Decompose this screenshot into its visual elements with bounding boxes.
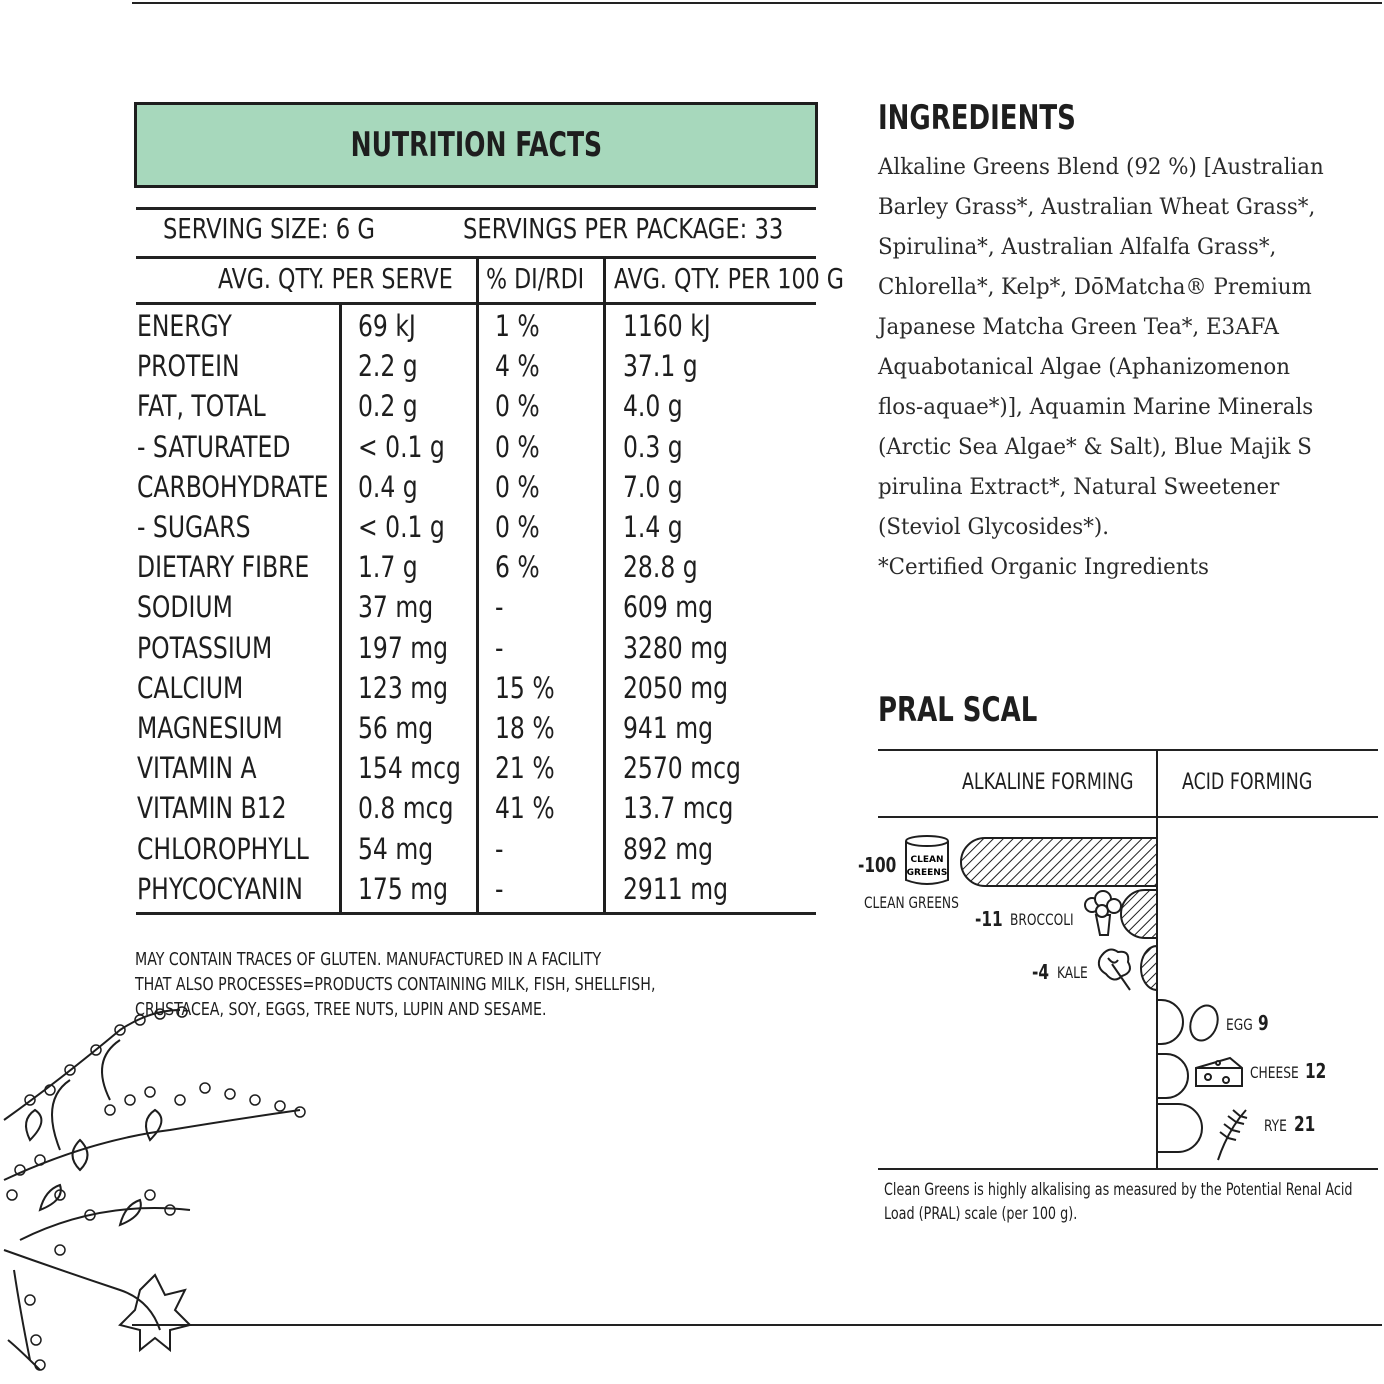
- can-label-top: CLEAN: [910, 855, 944, 865]
- nutrient-name: - SATURATED: [137, 429, 291, 464]
- nutrient-name: CALCIUM: [137, 670, 244, 705]
- percent-di: 0 %: [495, 469, 540, 504]
- qty-per-serve: 175 mg: [358, 871, 449, 906]
- pral-value: -4: [1032, 960, 1049, 984]
- flower-bud: [165, 1205, 175, 1215]
- acid-forming-label: ACID FORMING: [1182, 770, 1313, 795]
- column-header-per-100g: AVG. QTY. PER 100 G: [614, 262, 844, 295]
- flower-bud: [145, 1087, 155, 1097]
- qty-per-100g: 941 mg: [623, 711, 714, 745]
- ingredient-line: Chlorella*, Kelp*, DōMatcha® Premium: [878, 275, 1312, 300]
- allergen-line: THAT ALSO PROCESSES=PRODUCTS CONTAINING MILK, FISH, SHELLFISH,: [135, 975, 656, 995]
- nutrient-name: - SUGARS: [137, 510, 251, 544]
- nutrient-name: ENERGY: [137, 309, 232, 343]
- ingredient-line: Barley Grass*, Australian Wheat Grass*,: [878, 195, 1316, 220]
- pral-note-line: Clean Greens is highly alkalising as measured by the Potential Renal Acid: [884, 1180, 1353, 1199]
- flower-bud: [250, 1095, 260, 1105]
- pral-bar: [961, 838, 1157, 886]
- pral-value: 12: [1305, 1059, 1327, 1083]
- pral-value: 9: [1258, 1011, 1269, 1035]
- percent-di: 15 %: [495, 670, 555, 705]
- qty-per-100g: 2911 mg: [623, 871, 728, 906]
- cheese-icon: [1196, 1058, 1242, 1086]
- ingredient-line: (Arctic Sea Algae* & Salt), Blue Majik S: [878, 435, 1312, 460]
- ingredient-line: pirulina Extract*, Natural Sweetener: [878, 475, 1280, 500]
- ingredient-line: Alkaline Greens Blend (92 %) [Australian: [878, 155, 1324, 180]
- pral-item-label: CLEAN GREENS: [864, 893, 959, 912]
- nutrient-name: POTASSIUM: [137, 630, 273, 665]
- pral-bar: [1157, 1104, 1202, 1152]
- pral-bar: [1121, 890, 1157, 938]
- nutrient-name: VITAMIN A: [137, 751, 257, 786]
- ingredient-line: Aquabotanical Algae (Aphanizomenon: [878, 355, 1290, 380]
- column-header-per-serve: AVG. QTY. PER SERVE: [218, 262, 453, 295]
- kale-icon: [1099, 950, 1130, 990]
- qty-per-serve: 2.2 g: [358, 349, 418, 384]
- pral-value: -100: [858, 853, 897, 877]
- qty-per-100g: 4.0 g: [623, 389, 683, 424]
- allergen-line: MAY CONTAIN TRACES OF GLUTEN. MANUFACTURED IN A FACILITY: [135, 950, 602, 970]
- qty-per-100g: 28.8 g: [623, 550, 698, 585]
- nutrient-name: PROTEIN: [137, 349, 240, 384]
- qty-per-serve: < 0.1 g: [358, 510, 445, 544]
- qty-per-100g: 7.0 g: [623, 469, 683, 504]
- pral-bar: [1141, 946, 1157, 990]
- ingredient-line: Spirulina*, Australian Alfalfa Grass*,: [878, 235, 1277, 260]
- clean-greens-can-icon: [906, 836, 948, 884]
- qty-per-100g: 1.4 g: [623, 510, 683, 544]
- ingredients-title: INGREDIENTS: [878, 98, 1076, 138]
- percent-di: 21 %: [495, 751, 555, 786]
- flower-bud: [35, 1360, 45, 1370]
- egg-icon: [1186, 1002, 1223, 1045]
- can-label-bottom: GREENS: [906, 868, 948, 878]
- percent-di: 0 %: [495, 429, 540, 464]
- pral-bar: [1157, 1054, 1188, 1098]
- nutrition-title: NUTRITION FACTS: [350, 125, 602, 165]
- percent-di: 18 %: [495, 711, 555, 745]
- pral-item-label: RYE: [1264, 1116, 1287, 1135]
- qty-per-serve: 154 mcg: [358, 751, 461, 786]
- pral-note: [884, 1178, 1384, 1226]
- flower-bud: [175, 1095, 185, 1105]
- flower-bud: [177, 1007, 187, 1017]
- percent-di: 1 %: [495, 309, 540, 343]
- nutrient-name: MAGNESIUM: [137, 711, 283, 745]
- flower-bud: [225, 1089, 235, 1099]
- qty-per-serve: 0.2 g: [358, 389, 418, 424]
- nutrient-name: PHYCOCYANIN: [137, 871, 303, 906]
- nutrient-name: VITAMIN B12: [137, 791, 287, 826]
- rye-icon: [1218, 1110, 1247, 1160]
- nutrient-name: DIETARY FIBRE: [137, 550, 310, 585]
- pral-item-label: BROCCOLI: [1010, 910, 1074, 929]
- column-header-di: % DI/RDI: [486, 262, 585, 295]
- pral-note-line: Load (PRAL) scale (per 100 g).: [884, 1204, 1078, 1223]
- pral-item-label: CHEESE: [1250, 1063, 1299, 1082]
- ingredient-line: Japanese Matcha Green Tea*, E3AFA: [878, 315, 1279, 340]
- qty-per-100g: 2050 mg: [623, 670, 728, 705]
- pral-item-label: EGG: [1226, 1015, 1253, 1034]
- flower-bud: [25, 1295, 35, 1305]
- allergen-line: CRUSTACEA, SOY, EGGS, TREE NUTS, LUPIN AND SESAME.: [135, 1000, 547, 1020]
- qty-per-serve: 197 mg: [358, 630, 449, 665]
- qty-per-serve: < 0.1 g: [358, 429, 445, 464]
- pral-item-label: KALE: [1057, 963, 1088, 982]
- percent-di: -: [495, 630, 504, 665]
- pral-title: PRAL SCAL: [878, 690, 1038, 730]
- flower-bud: [275, 1101, 285, 1111]
- ingredient-line: (Steviol Glycosides*).: [878, 515, 1110, 540]
- serving-size: SERVING SIZE: 6 G: [163, 212, 375, 245]
- ingredient-line: flos-aquae*)], Aquamin Marine Minerals: [878, 395, 1314, 420]
- flower-bud: [31, 1335, 41, 1345]
- qty-per-serve: 56 mg: [358, 711, 434, 745]
- flower-bud: [295, 1107, 305, 1117]
- nutrient-name: SODIUM: [137, 590, 233, 625]
- pral-value: 21: [1294, 1112, 1316, 1136]
- percent-di: 4 %: [495, 349, 540, 384]
- ingredient-line: *Certified Organic Ingredients: [878, 555, 1209, 580]
- flower-bud: [125, 1095, 135, 1105]
- nutrient-name: CHLOROPHYLL: [137, 831, 309, 866]
- qty-per-100g: 37.1 g: [623, 349, 698, 384]
- percent-di: -: [495, 590, 504, 625]
- qty-per-100g: 892 mg: [623, 831, 714, 866]
- qty-per-100g: 13.7 mcg: [623, 791, 734, 826]
- broccoli-icon: [1085, 891, 1121, 935]
- percent-di: -: [495, 871, 504, 906]
- qty-per-serve: 0.4 g: [358, 469, 418, 504]
- qty-per-100g: 1160 kJ: [623, 309, 711, 343]
- qty-per-100g: 3280 mg: [623, 630, 728, 665]
- percent-di: 0 %: [495, 510, 540, 544]
- qty-per-serve: 123 mg: [358, 670, 449, 705]
- percent-di: -: [495, 831, 504, 866]
- alkaline-forming-label: ALKALINE FORMING: [962, 770, 1134, 795]
- pral-value: -11: [975, 907, 1003, 931]
- qty-per-serve: 1.7 g: [358, 550, 418, 585]
- qty-per-serve: 69 kJ: [358, 309, 416, 343]
- qty-per-serve: 0.8 mcg: [358, 791, 454, 826]
- qty-per-serve: 54 mg: [358, 831, 434, 866]
- pral-bar: [1157, 1000, 1183, 1044]
- nutrient-name: FAT, TOTAL: [137, 389, 266, 424]
- qty-per-serve: 37 mg: [358, 590, 434, 625]
- percent-di: 0 %: [495, 389, 540, 424]
- servings-per-package: SERVINGS PER PACKAGE: 33: [463, 212, 784, 245]
- flower-bud: [200, 1083, 210, 1093]
- nutrient-name: CARBOHYDRATE: [137, 469, 329, 504]
- flower-bud: [105, 1105, 115, 1115]
- qty-per-100g: 0.3 g: [623, 429, 683, 464]
- flower-bud: [55, 1245, 65, 1255]
- percent-di: 41 %: [495, 791, 555, 826]
- percent-di: 6 %: [495, 550, 540, 585]
- qty-per-100g: 2570 mcg: [623, 751, 741, 786]
- qty-per-100g: 609 mg: [623, 590, 714, 625]
- flower-bud: [7, 1190, 17, 1200]
- flower-bud: [145, 1190, 155, 1200]
